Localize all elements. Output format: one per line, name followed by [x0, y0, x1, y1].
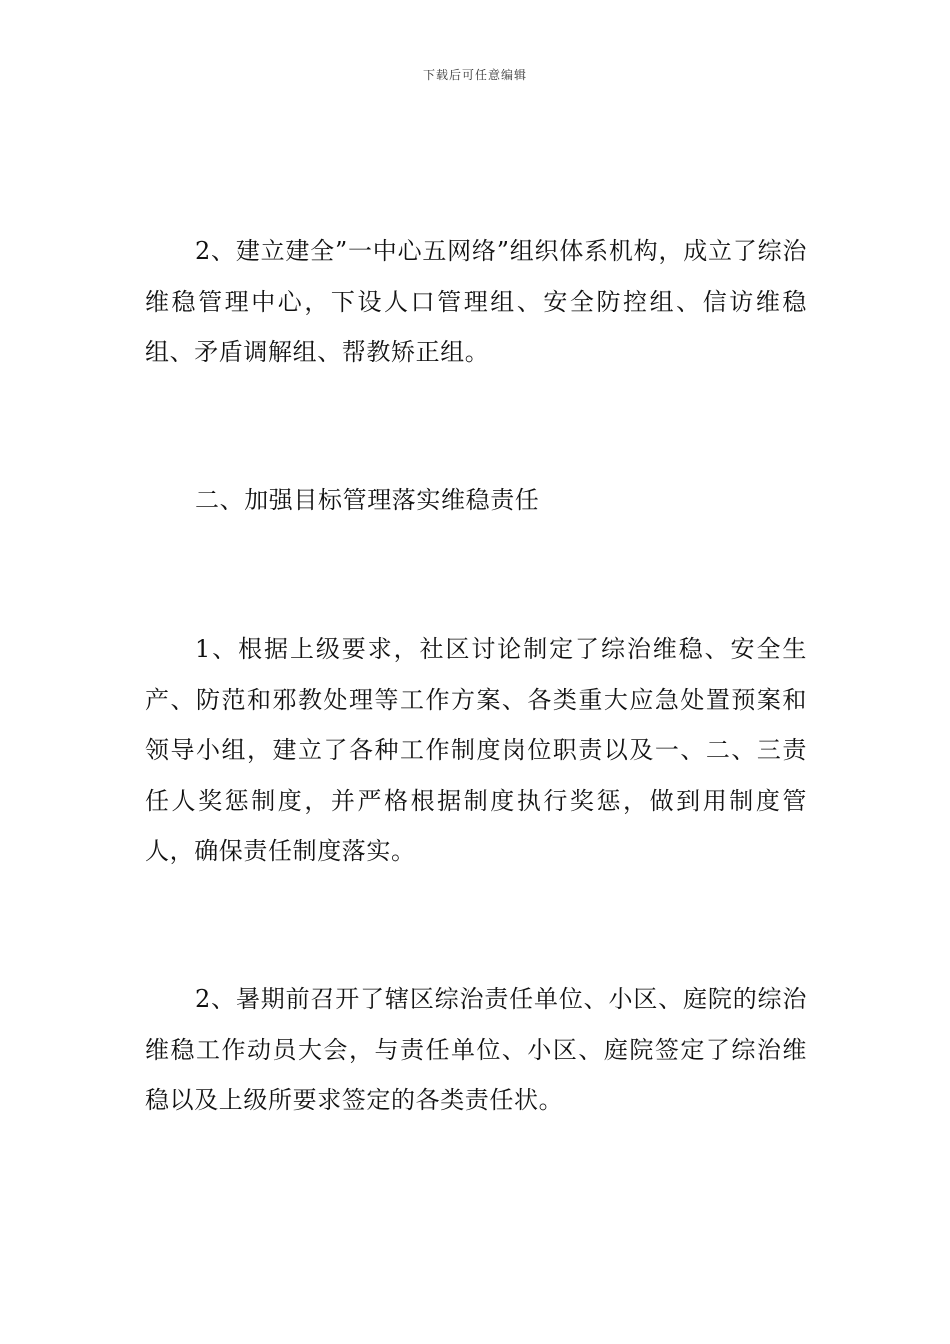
paragraph-work-plans: 1、根据上级要求，社区讨论制定了综治维稳、安全生产、防范和邪教处理等工作方案、各类重大应急处置预案和领导小组，建立了各种工作制度岗位职责以及一、二、三责任人奖惩制度，并严格根据制度执行奖惩，做到用制度管人，确保责任制度落实。 [145, 635, 807, 865]
paragraph-organization-structure: 2、建立建全”一中心五网络”组织体系机构，成立了综治维稳管理中心，下设人口管理组、安全防控组、信访维稳组、矛盾调解组、帮教矫正组。 [145, 237, 807, 366]
section-heading-target-management: 二、加强目标管理落实维稳责任 [195, 486, 540, 514]
page-header-note: 下载后可任意编辑 [422, 68, 527, 82]
paragraph-responsibility-meeting: 2、暑期前召开了辖区综治责任单位、小区、庭院的综治维稳工作动员大会，与责任单位、小区、庭院签定了综治维稳以及上级所要求签定的各类责任状。 [145, 985, 807, 1114]
